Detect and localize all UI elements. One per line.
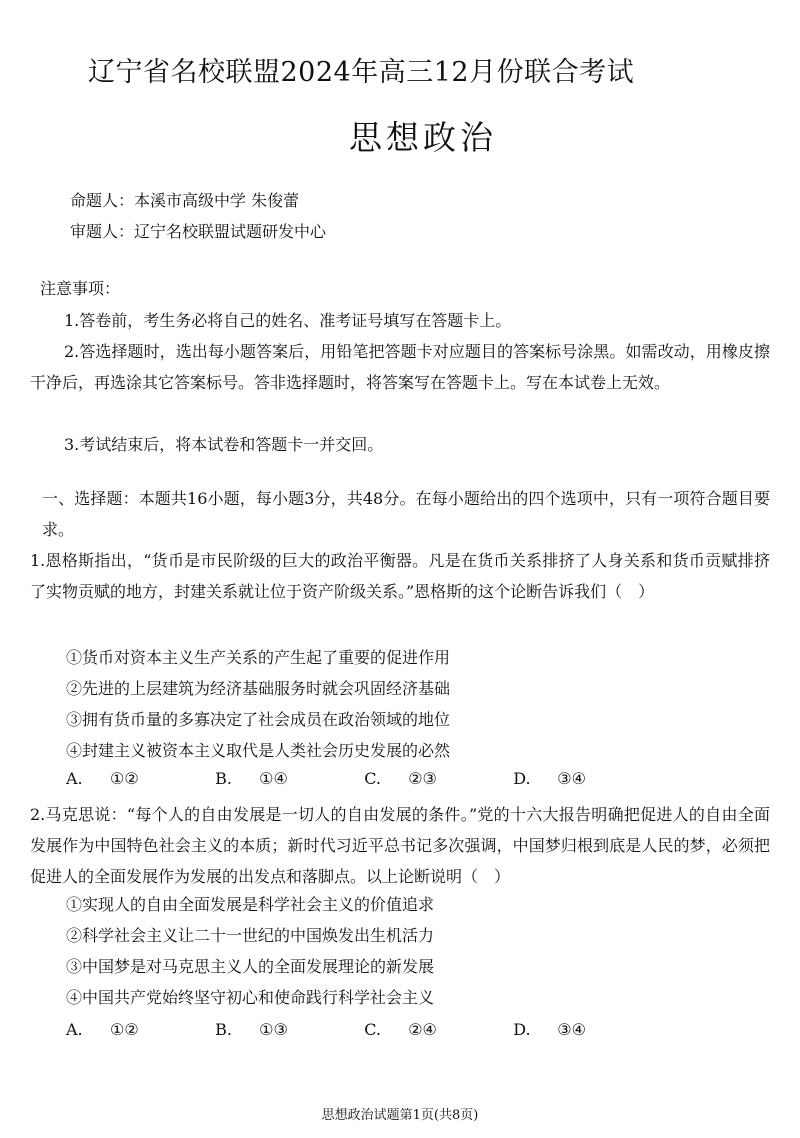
choice-value: ③④ xyxy=(557,769,586,788)
question-2-option-3: ③中国梦是对马克思主义人的全面发展理论的新发展 xyxy=(66,957,435,976)
question-1-option-2: ②先进的上层建筑为经济基础服务时就会巩固经济基础 xyxy=(66,679,451,698)
notice-item-2: 2.答选择题时，选出每小题答案后，用铅笔把答题卡对应题目的答案标号涂黑。如需改动，用橡皮擦干净后，再选涂其它答案标号。答非选择题时，将答案写在答题卡上。写在本试卷上无效。 xyxy=(30,342,770,392)
choice-value: ①② xyxy=(110,769,139,788)
choice-letter: D. xyxy=(513,769,531,788)
question-1-option-4: ④封建主义被资本主义取代是人类社会历史发展的必然 xyxy=(66,741,451,760)
choice-letter: A. xyxy=(66,769,83,788)
choice-letter: C. xyxy=(364,769,381,788)
question-2-option-1: ①实现人的自由全面发展是科学社会主义的价值追求 xyxy=(66,895,435,914)
question-2-choices xyxy=(66,1020,657,1039)
choice-value: ①② xyxy=(110,1020,139,1039)
choice-letter: A. xyxy=(66,1020,83,1039)
question-1-stem: 1.恩格斯指出，“货币是市民阶级的巨大的政治平衡器。凡是在货币关系排挤了人身关系和货币贡赋排挤了实物贡赋的地方，封建关系就让位于资产阶级关系。”恩格斯的这个论断告诉我们（ ） xyxy=(30,551,770,601)
choice-value: ①④ xyxy=(259,769,288,788)
exam-title: 辽宁省名校联盟2024年高三12月份联合考试 xyxy=(88,57,635,88)
notice-item-3: 3.考试结束后，将本试卷和答题卡一并交回。 xyxy=(64,435,384,454)
choice-letter: D. xyxy=(513,1020,531,1039)
choice-letter: C. xyxy=(364,1020,381,1039)
question-2-option-2: ②科学社会主义让二十一世纪的中国焕发出生机活力 xyxy=(66,926,435,945)
choice-value: ③④ xyxy=(557,1020,586,1039)
choice-letter: B. xyxy=(215,769,232,788)
question-2-option-4: ④中国共产党始终坚守初心和使命践行科学社会主义 xyxy=(66,988,435,1007)
page-footer: 思想政治试题第1页(共8页) xyxy=(321,1108,479,1123)
choice-value: ①③ xyxy=(259,1020,288,1039)
exam-subject: 思想政治 xyxy=(349,118,497,157)
notice-heading: 注意事项： xyxy=(40,279,121,298)
question-2-stem: 2.马克思说：“每个人的自由发展是一切人的自由发展的条件。”党的十六大报告明确把促进人的自由全面发展作为中国特色社会主义的本质；新时代习近平总书记多次强调，中国梦归根到底是人民的梦，必须把促进人的全面发展作为发展的出发点和落脚点。以上论断说明（ ） xyxy=(30,805,770,886)
choice-value: ②④ xyxy=(408,1020,437,1039)
section-heading: 一、选择题：本题共16小题，每小题3分，共48分。在每小题给出的四个选项中，只有一项符合题目要求。 xyxy=(42,489,770,539)
reviewer-line: 审题人：辽宁名校联盟试题研发中心 xyxy=(70,222,327,241)
choice-letter: B. xyxy=(215,1020,232,1039)
notice-item-1: 1.答卷前，考生务必将自己的姓名、准考证号填写在答题卡上。 xyxy=(64,311,512,330)
choice-value: ②③ xyxy=(408,769,437,788)
question-1-choices xyxy=(66,769,657,788)
question-1-option-1: ①货币对资本主义生产关系的产生起了重要的促进作用 xyxy=(66,648,451,667)
question-1-option-3: ③拥有货币量的多寡决定了社会成员在政治领域的地位 xyxy=(66,710,451,729)
author-line: 命题人：本溪市高级中学 朱俊蕾 xyxy=(70,191,300,210)
